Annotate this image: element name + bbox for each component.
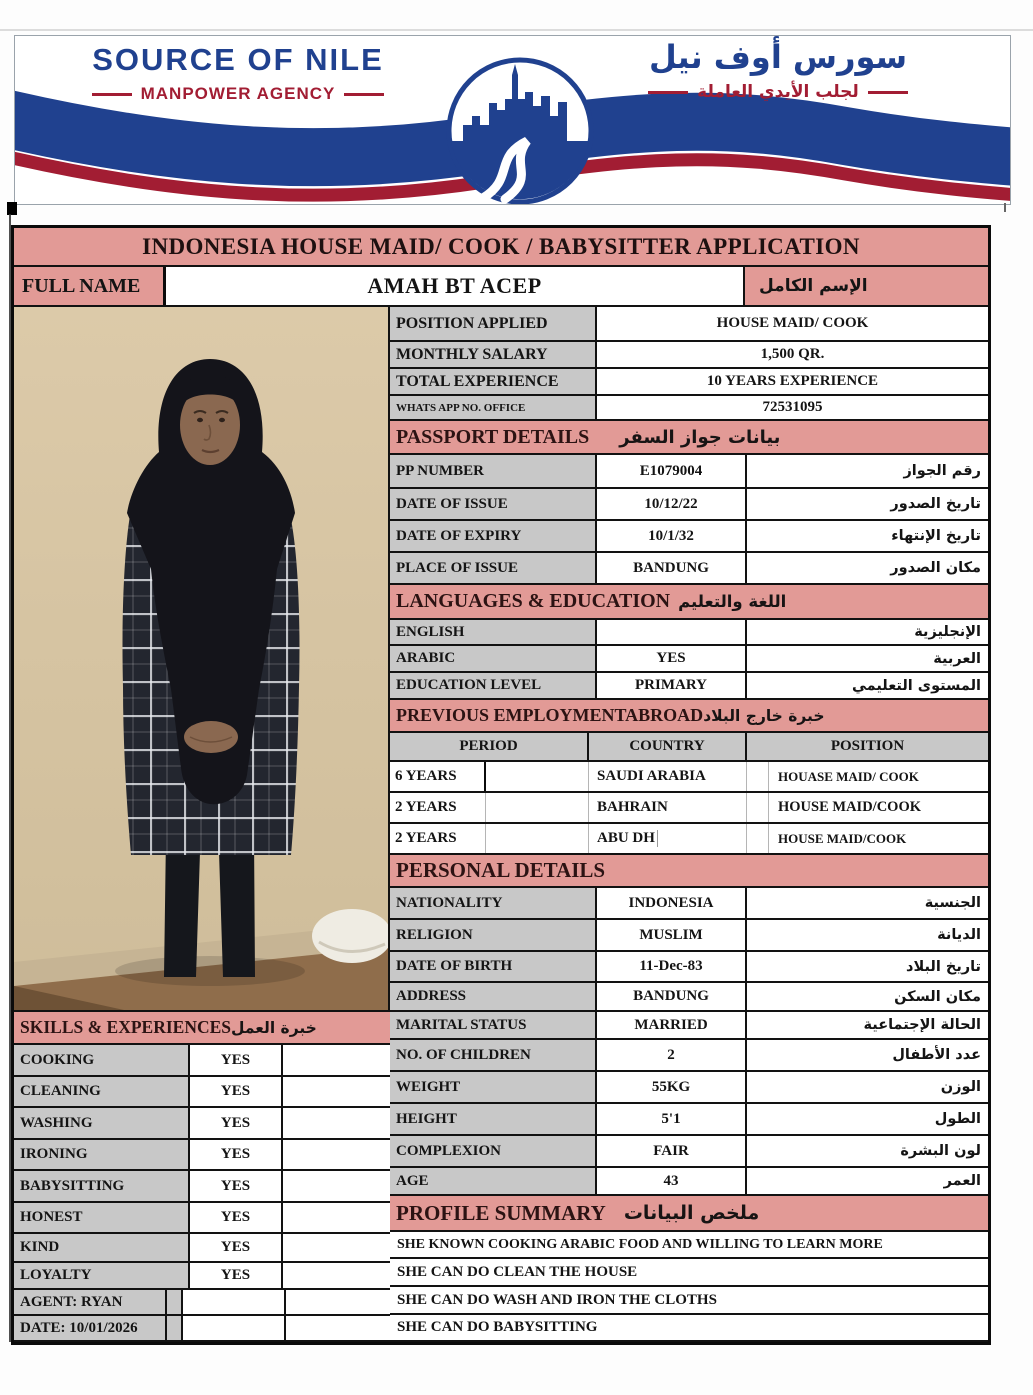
field-value: INDONESIA — [597, 888, 747, 918]
date-empty-cell — [286, 1316, 390, 1340]
field-value: 10/12/22 — [597, 489, 747, 519]
field-value: 2 — [597, 1040, 747, 1070]
column-header-country: COUNTRY — [589, 733, 747, 760]
skill-value: YES — [190, 1077, 283, 1106]
field-value: 10/1/32 — [597, 521, 747, 551]
skill-row — [14, 1077, 390, 1108]
field-label: ENGLISH — [390, 620, 597, 644]
field-value: MUSLIM — [597, 920, 747, 950]
date-sub-cell — [167, 1316, 183, 1340]
applicant-photo — [14, 307, 390, 1012]
field-value: 43 — [597, 1168, 747, 1194]
passport-row — [390, 489, 988, 521]
field-value: HOUSE MAID/ COOK — [716, 315, 869, 331]
agency-logo-english — [73, 42, 403, 104]
field-label: AGE — [390, 1168, 597, 1194]
section-languages-education: LANGUAGES & EDUCATION اللغة والتعليم — [390, 585, 988, 620]
agent-sub-cell — [167, 1290, 183, 1314]
date-row — [14, 1316, 390, 1342]
personal-row — [390, 1072, 988, 1104]
field-label: EDUCATION LEVEL — [390, 673, 597, 698]
agent-empty-cell — [183, 1290, 286, 1314]
field-label: PP NUMBER — [390, 455, 597, 487]
section-profile-summary-arabic: ملخص البيانات — [623, 1202, 760, 1224]
field-label: HEIGHT — [390, 1104, 597, 1134]
photo-hands — [184, 721, 238, 753]
field-label-arabic: رقم الجواز — [903, 463, 981, 479]
agency-tagline-english: MANPOWER AGENCY — [140, 84, 336, 103]
passport-row — [390, 553, 988, 585]
field-label: MARITAL STATUS — [390, 1012, 597, 1038]
skill-value: YES — [190, 1203, 283, 1232]
section-skills-arabic: خبرة العمل — [231, 1018, 317, 1037]
skill-empty-cell — [283, 1203, 390, 1232]
field-label: WEIGHT — [390, 1072, 597, 1102]
field-value — [597, 620, 747, 644]
field-label-arabic: الحالة الإجتماعية — [863, 1017, 981, 1033]
skill-label: BABYSITTING — [14, 1171, 190, 1201]
field-label-arabic: الطول — [934, 1111, 981, 1127]
field-label: MONTHLY SALARY — [390, 342, 597, 367]
tagline-dash-left — [92, 93, 132, 96]
skill-label: HONEST — [14, 1203, 190, 1232]
field-label-arabic: الديانة — [937, 927, 981, 943]
summary-row — [390, 1315, 988, 1342]
field-value: 72531095 — [762, 399, 823, 415]
agent-row — [14, 1290, 390, 1316]
section-passport-arabic: بيانات جواز السفر — [619, 426, 781, 448]
language-row — [390, 673, 988, 700]
column-header-position: POSITION — [747, 733, 988, 760]
field-label-arabic: تاريخ البلاد — [906, 958, 981, 975]
personal-row — [390, 1040, 988, 1072]
employment-country: SAUDI ARABIA — [589, 762, 747, 791]
scan-edge-line — [9, 214, 11, 1342]
skill-row — [14, 1108, 390, 1140]
full-name-label-arabic: الإسم الكامل — [759, 276, 868, 296]
date-label: DATE: 10/01/2026 — [14, 1316, 167, 1340]
employment-country: ABU DH — [589, 824, 747, 853]
employment-period: 6 YEARS — [390, 762, 486, 791]
field-label-arabic: العمر — [943, 1173, 981, 1189]
field-label-arabic: الإنجليزية — [914, 624, 981, 640]
field-label-arabic: لون البشرة — [900, 1143, 981, 1159]
summary-line: SHE CAN DO BABYSITTING — [397, 1319, 598, 1335]
employment-position: HOUSE MAID/COOK — [778, 830, 907, 846]
field-label-arabic: مكان الصدور — [890, 560, 981, 576]
skill-empty-cell — [283, 1140, 390, 1169]
field-value: MARRIED — [597, 1012, 747, 1038]
field-value: YES — [597, 646, 747, 671]
skill-label: LOYALTY — [14, 1263, 190, 1288]
section-profile-summary: PROFILE SUMMARY ملخص البيانات — [390, 1196, 988, 1232]
field-label: NO. OF CHILDREN — [390, 1040, 597, 1070]
field-label: DATE OF ISSUE — [390, 489, 597, 519]
agent-label: AGENT: RYAN — [14, 1290, 167, 1314]
personal-row — [390, 1012, 988, 1040]
employment-period-extra — [486, 762, 589, 791]
tagline-ar-dash-right — [868, 91, 908, 94]
field-label-arabic: المستوى التعليمي — [852, 677, 981, 694]
field-label-arabic: عدد الأطفال — [892, 1047, 981, 1063]
passport-row — [390, 455, 988, 489]
field-value: FAIR — [597, 1136, 747, 1166]
field-value: BANDUNG — [597, 553, 747, 583]
employment-period-extra — [486, 793, 589, 822]
field-value: 1,500 QR. — [760, 346, 825, 362]
employment-position: HOUASE MAID/ COOK — [778, 768, 919, 784]
personal-row — [390, 888, 988, 920]
language-row — [390, 646, 988, 673]
skill-value: YES — [190, 1171, 283, 1201]
skill-row — [14, 1171, 390, 1203]
field-label: TOTAL EXPERIENCE — [390, 369, 597, 394]
full-name-row — [14, 267, 988, 307]
field-label-arabic: تاريخ الإنتهاء — [891, 528, 981, 544]
passport-row — [390, 521, 988, 553]
field-label: POSITION APPLIED — [390, 307, 597, 340]
field-label-arabic: العربية — [933, 650, 981, 667]
agency-name-arabic: سورس أوف نيل — [648, 38, 908, 76]
skill-label: CLEANING — [14, 1077, 190, 1106]
field-label: RELIGION — [390, 920, 597, 950]
employment-gap-cell — [747, 793, 769, 822]
skill-label: KIND — [14, 1234, 190, 1261]
field-label-arabic: تاريخ الصدور — [890, 496, 981, 512]
field-label: NATIONALITY — [390, 888, 597, 918]
employment-row — [390, 793, 988, 824]
employment-row — [390, 762, 988, 793]
section-skills-experiences: SKILLS & EXPERIENCES خبرة العمل — [14, 1012, 390, 1045]
employment-header-row — [390, 733, 988, 762]
summary-line: SHE KNOWN COOKING ARABIC FOOD AND WILLING TO LEARN MORE — [397, 1236, 883, 1252]
employment-period: 2 YEARS — [390, 793, 486, 822]
section-passport-details: PASSPORT DETAILS بيانات جواز السفر — [390, 421, 988, 455]
field-value: 10 YEARS EXPERIENCE — [706, 373, 879, 389]
employment-row — [390, 824, 988, 855]
agent-empty-cell — [286, 1290, 390, 1314]
summary-row — [390, 1232, 988, 1259]
details-column — [390, 307, 988, 1342]
employment-country: BAHRAIN — [589, 793, 747, 822]
personal-row — [390, 1136, 988, 1168]
page-top-divider — [0, 29, 1033, 31]
scan-right-tick — [1004, 203, 1006, 212]
employment-period-extra — [486, 824, 589, 853]
emblem-circle-logo — [449, 60, 591, 202]
skill-value: YES — [190, 1045, 283, 1075]
section-previous-employment: PREVIOUS EMPLOYMENTABROAD خبرة خارج البلاد — [390, 700, 988, 733]
language-row — [390, 620, 988, 646]
skill-empty-cell — [283, 1108, 390, 1138]
application-form — [14, 228, 988, 1342]
personal-row — [390, 952, 988, 983]
skill-label: COOKING — [14, 1045, 190, 1075]
skill-empty-cell — [283, 1077, 390, 1106]
full-name-value: AMAH BT ACEP — [166, 267, 745, 305]
skill-empty-cell — [283, 1263, 390, 1288]
agency-tagline-arabic: لجلب الأيدي العاملة — [697, 82, 859, 102]
skill-empty-cell — [283, 1045, 390, 1075]
skill-value: YES — [190, 1140, 283, 1169]
field-row — [390, 342, 988, 369]
summary-line: SHE CAN DO WASH AND IRON THE CLOTHS — [397, 1291, 717, 1308]
summary-row — [390, 1287, 988, 1315]
employment-gap-cell — [747, 762, 769, 791]
field-label-arabic: الجنسية — [924, 895, 981, 911]
field-row — [390, 307, 988, 342]
skill-row — [14, 1140, 390, 1171]
field-label-arabic: مكان السكن — [894, 988, 981, 1005]
section-languages-arabic: اللغة والتعليم — [678, 592, 787, 611]
personal-row — [390, 1104, 988, 1136]
personal-row — [390, 1168, 988, 1196]
field-label: DATE OF EXPIRY — [390, 521, 597, 551]
employment-position: HOUSE MAID/COOK — [778, 799, 921, 815]
skill-value: YES — [190, 1234, 283, 1261]
field-label: ARABIC — [390, 646, 597, 671]
personal-row — [390, 920, 988, 952]
section-personal-details: PERSONAL DETAILS — [390, 855, 988, 888]
skill-row — [14, 1045, 390, 1077]
form-title: INDONESIA HOUSE MAID/ COOK / BABYSITTER APPLICATION — [14, 228, 988, 267]
personal-row — [390, 983, 988, 1012]
section-employment-arabic: خبرة خارج البلاد — [703, 706, 825, 725]
skill-row — [14, 1203, 390, 1234]
tagline-dash-right — [344, 93, 384, 96]
field-value: 5'1 — [597, 1104, 747, 1134]
skill-empty-cell — [283, 1234, 390, 1261]
full-name-label: FULL NAME — [14, 267, 166, 305]
field-value: 55KG — [597, 1072, 747, 1102]
field-label-arabic: الوزن — [940, 1079, 981, 1095]
agency-logo-arabic — [598, 38, 958, 102]
field-label: PLACE OF ISSUE — [390, 553, 597, 583]
skill-label: IRONING — [14, 1140, 190, 1169]
employment-gap-cell — [747, 824, 769, 853]
field-value: E1079004 — [597, 455, 747, 487]
summary-row — [390, 1259, 988, 1287]
field-value: PRIMARY — [597, 673, 747, 698]
skill-label: WASHING — [14, 1108, 190, 1138]
field-value: 11-Dec-83 — [597, 952, 747, 981]
date-empty-cell — [183, 1316, 286, 1340]
column-header-period: PERIOD — [390, 733, 589, 760]
skill-empty-cell — [283, 1171, 390, 1201]
agency-name-english: SOURCE OF NILE — [92, 42, 384, 77]
field-label: ADDRESS — [390, 983, 597, 1010]
skill-value: YES — [190, 1263, 283, 1288]
field-row — [390, 369, 988, 396]
employment-period: 2 YEARS — [390, 824, 486, 853]
skill-row — [14, 1234, 390, 1263]
field-label: DATE OF BIRTH — [390, 952, 597, 981]
field-label: WHATS APP NO. OFFICE — [390, 396, 597, 419]
skill-value: YES — [190, 1108, 283, 1138]
skill-row — [14, 1263, 390, 1290]
summary-line: SHE CAN DO CLEAN THE HOUSE — [397, 1263, 638, 1280]
skills-section — [14, 1012, 390, 1342]
tagline-ar-dash-left — [648, 91, 688, 94]
field-label: COMPLEXION — [390, 1136, 597, 1166]
field-row — [390, 396, 988, 421]
agency-header-banner — [14, 35, 1011, 205]
field-value: BANDUNG — [597, 983, 747, 1010]
